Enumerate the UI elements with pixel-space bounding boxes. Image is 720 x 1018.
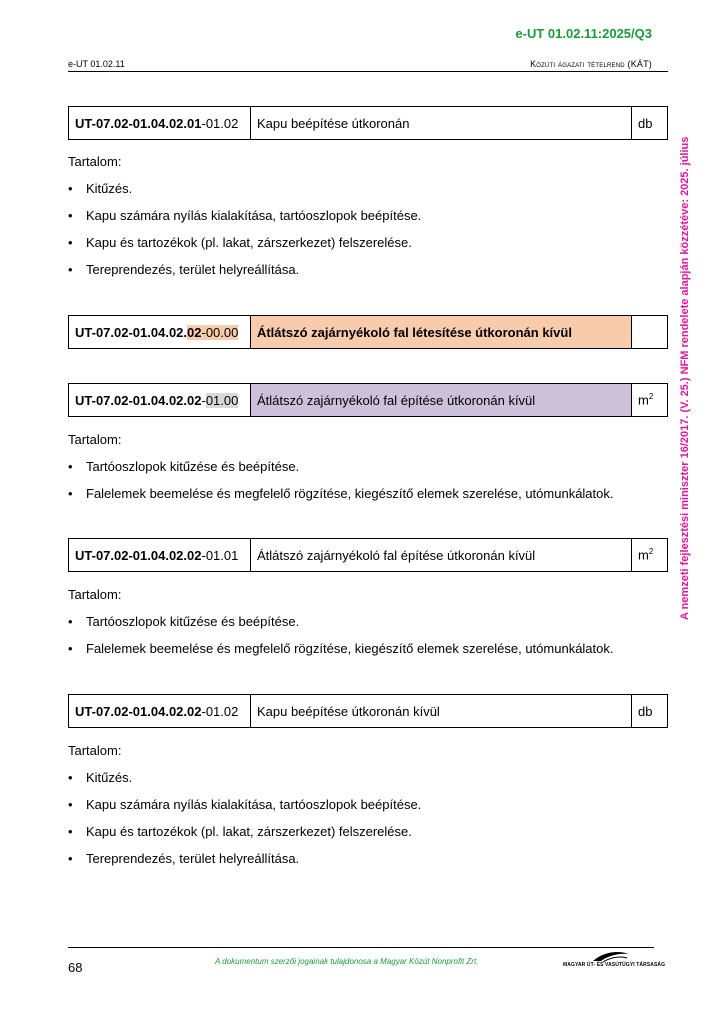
item-code: UT-07.02-01.04.02.02-01.02	[69, 695, 251, 728]
item-code: UT-07.02-01.04.02.02-00.00	[69, 316, 251, 349]
list-item: • Tereprendezés, terület helyreállítása.	[68, 262, 421, 289]
header-right: Közúti ágazati tételrend (KÁT)	[530, 59, 652, 69]
society-logo	[563, 950, 666, 972]
list-item: • Tartóoszlopok kitűzése és beépítése.	[68, 459, 614, 486]
document-code: e-UT 01.02.11:2025/Q3	[515, 26, 652, 41]
list-item: • Kitűzés.	[68, 770, 421, 797]
item-unit	[632, 316, 668, 349]
list-item: • Kapu és tartozékok (pl. lakat, zárszerkezet) felszerelése.	[68, 235, 421, 262]
item-unit: db	[632, 107, 668, 140]
item-description: Kapu beépítése útkoronán kívül	[250, 695, 631, 728]
item-description: Átlátszó zajárnyékoló fal építése útkoronán kívül	[250, 384, 631, 417]
item-description: Átlátszó zajárnyékoló fal létesítése útkoronán kívül	[250, 316, 631, 349]
list-item: • Kitűzés.	[68, 181, 421, 208]
header-left: e-UT 01.02.11	[68, 59, 125, 69]
item-unit: $m^2$	[632, 384, 668, 417]
content-list	[68, 770, 421, 878]
list-item: • Tartóoszlopok kitűzése és beépítése.	[68, 614, 614, 641]
item-unit: $m^2$	[632, 539, 668, 572]
item-table	[68, 383, 668, 417]
list-item: • Kapu számára nyílás kialakítása, tartóoszlopok beépítése.	[68, 208, 421, 235]
content-list	[68, 614, 614, 668]
item-table	[68, 538, 668, 572]
list-item: • Kapu számára nyílás kialakítása, tartóoszlopok beépítése.	[68, 797, 421, 824]
copyright-notice: A dokumentum szerzői jogainak tulajdonosa a Magyar Közút Nonprofit Zrt.	[215, 957, 479, 966]
content-list	[68, 181, 421, 289]
list-item: • Falelemek beemelése és megfelelő rögzítése, kiegészítő elemek szerelése, utómunkálatok.	[68, 486, 614, 513]
item-table	[68, 694, 668, 728]
content-label: Tartalom:	[68, 154, 122, 169]
page-number: 68	[68, 960, 83, 975]
footer-rule	[68, 947, 654, 948]
item-code: UT-07.02-01.04.02.01-01.02	[69, 107, 251, 140]
item-description: Kapu beépítése útkoronán	[250, 107, 631, 140]
list-item: • Tereprendezés, terület helyreállítása.	[68, 851, 421, 878]
header-rule	[68, 71, 668, 72]
item-table	[68, 106, 668, 140]
content-list	[68, 459, 614, 513]
logo-text: MAGYAR ÚT- ÉS VASÚTÜGYI TÁRSASÁG	[563, 962, 666, 968]
list-item: • Falelemek beemelése és megfelelő rögzítése, kiegészítő elemek szerelése, utómunkálatok.	[68, 641, 614, 668]
item-code: UT-07.02-01.04.02.02-01.01	[69, 539, 251, 572]
content-label: Tartalom:	[68, 743, 122, 758]
item-description: Átlátszó zajárnyékoló fal építése útkoronán kívül	[250, 539, 631, 572]
content-label: Tartalom:	[68, 587, 122, 602]
side-publication-note: A nemzeti fejlesztési miniszter 16/2017. (V. 25.) NFM rendelete alapján közzétéve: 2025. július	[679, 136, 691, 620]
item-code: UT-07.02-01.04.02.02-01.00	[69, 384, 251, 417]
content-label: Tartalom:	[68, 432, 122, 447]
list-item: • Kapu és tartozékok (pl. lakat, zárszerkezet) felszerelése.	[68, 824, 421, 851]
item-unit: db	[632, 695, 668, 728]
group-header-table	[68, 315, 668, 349]
